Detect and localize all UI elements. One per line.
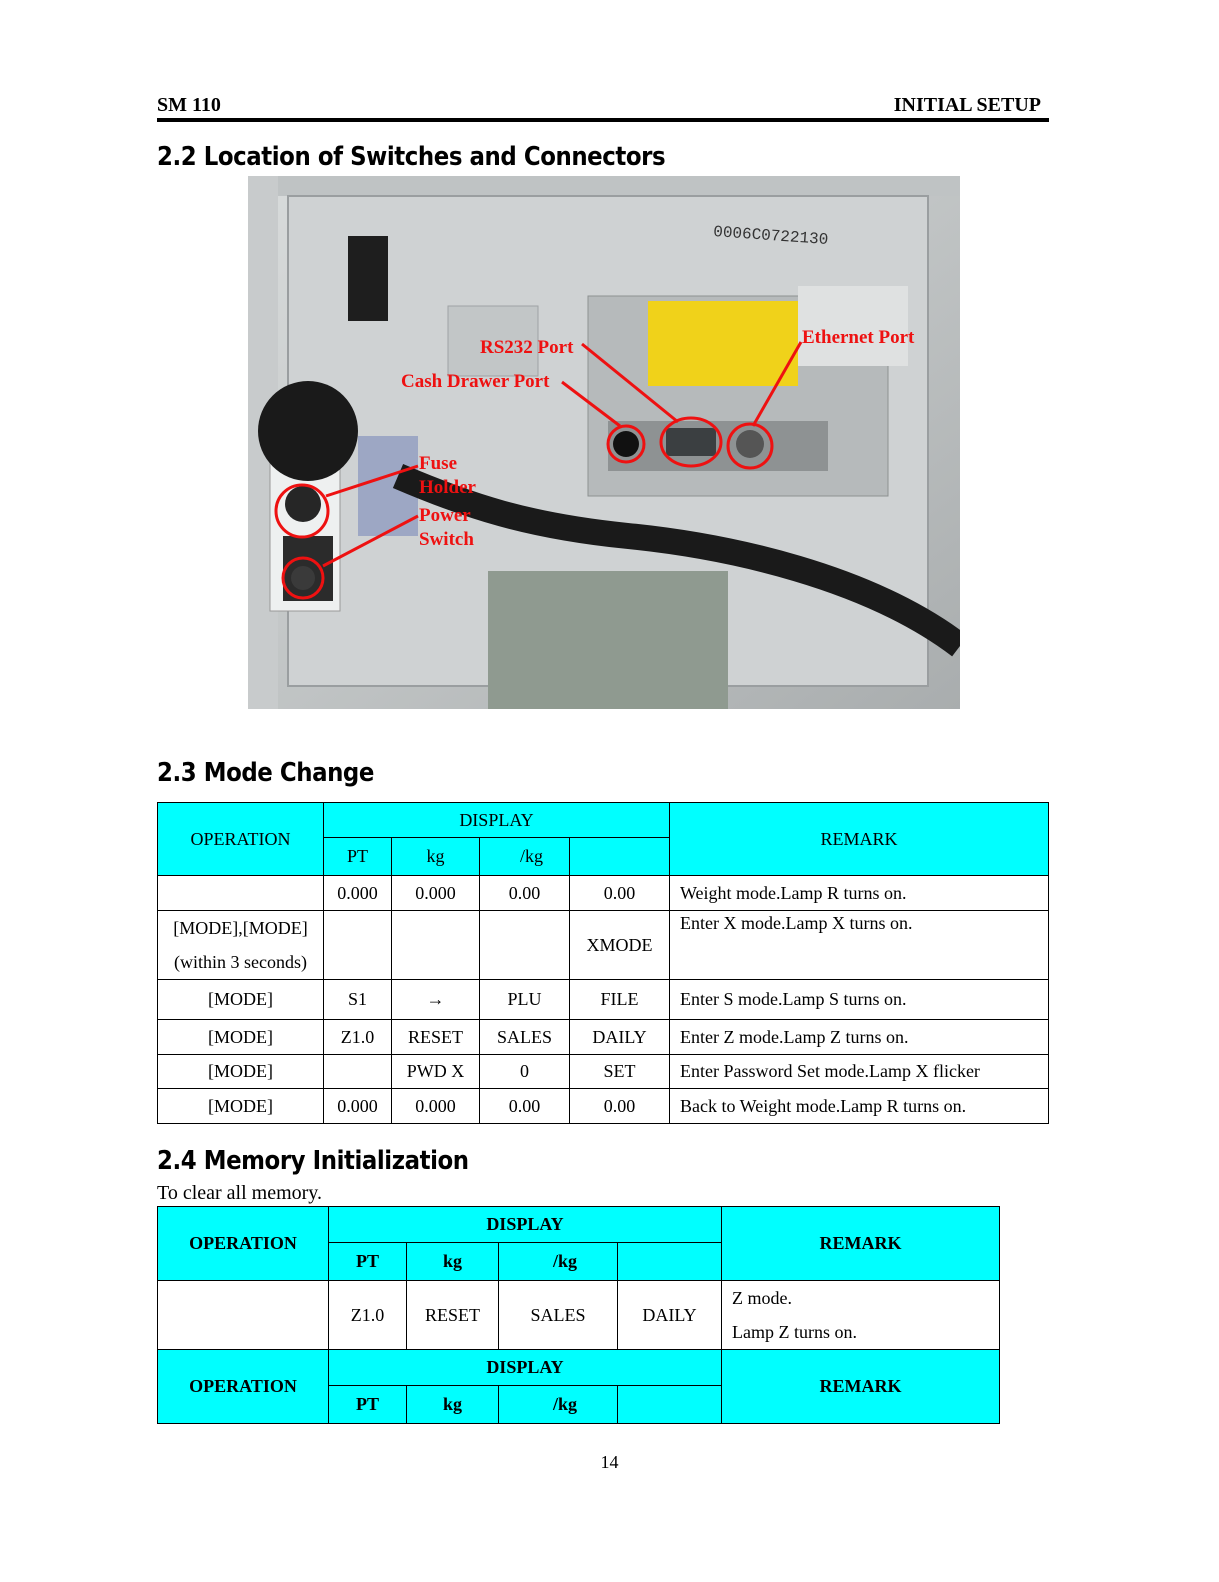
cell-kg: RESET	[392, 1020, 480, 1055]
cell-remark: Enter X mode.Lamp X turns on.	[670, 911, 1049, 980]
header-pt-repeat: PT	[329, 1386, 407, 1424]
header-pt: PT	[329, 1243, 407, 1281]
cell-remark	[722, 1281, 1000, 1350]
cell-pt: S1	[324, 980, 392, 1020]
cell-pt: 0.000	[324, 1089, 392, 1124]
header-operation-repeat: OPERATION	[158, 1350, 329, 1424]
fuse-label-2: Holder	[419, 477, 476, 498]
cell-price: XMODE	[570, 911, 670, 980]
header-right: INITIAL SETUP	[893, 94, 1041, 116]
cell-kg: PWD X	[392, 1055, 480, 1089]
header-operation: OPERATION	[158, 803, 324, 876]
table-row	[158, 1020, 1049, 1055]
header-per-kg:  /kg	[480, 838, 570, 876]
memory-note: To clear all memory.	[157, 1182, 323, 1204]
cell-per-kg: SALES	[480, 1020, 570, 1055]
header-left: SM 110	[157, 94, 221, 116]
cash-drawer-port-label: Cash Drawer Port	[401, 371, 550, 392]
header-per-kg:  /kg	[499, 1243, 618, 1281]
header-per-kg-repeat:  /kg	[499, 1386, 618, 1424]
cell-price: 0.00	[570, 1089, 670, 1124]
fuse-label-1: Fuse	[419, 453, 457, 474]
section-title-2-4: 2.4 Memory Initialization	[157, 1146, 469, 1176]
header-kg-repeat: kg	[407, 1386, 499, 1424]
cell-per-kg: 0.00	[480, 1089, 570, 1124]
serial-number: 0006C0722130	[712, 223, 829, 250]
header-remark-repeat: REMARK	[722, 1350, 1000, 1424]
table-row	[158, 1055, 1049, 1089]
cell-remark: Enter S mode.Lamp S turns on.	[670, 980, 1049, 1020]
cell-pt	[324, 911, 392, 980]
header-kg: kg	[392, 838, 480, 876]
cell-per-kg: SALES	[499, 1281, 618, 1350]
header-display-repeat: DISPLAY	[329, 1350, 722, 1386]
cell-kg: 0.000	[392, 876, 480, 911]
cell-remark: Enter Z mode.Lamp Z turns on.	[670, 1020, 1049, 1055]
cell-pt: 0.000	[324, 876, 392, 911]
header-display: DISPLAY	[329, 1207, 722, 1243]
header-price-repeat:  	[618, 1386, 722, 1424]
cell-per-kg: 0	[480, 1055, 570, 1089]
header-price:  	[618, 1243, 722, 1281]
section-title-2-2: 2.2 Location of Switches and Connectors	[157, 142, 666, 172]
header-remark: REMARK	[722, 1207, 1000, 1281]
cell-pt: Z1.0	[324, 1020, 392, 1055]
connector-photo	[248, 176, 960, 709]
header-pt: PT	[324, 838, 392, 876]
power-label-2: Switch	[419, 529, 474, 550]
cell-price: DAILY	[618, 1281, 722, 1350]
cell-pt: Z1.0	[329, 1281, 407, 1350]
table-row	[158, 1281, 1000, 1350]
ethernet-port-label: Ethernet Port	[802, 327, 915, 348]
cell-remark-line-1: Z mode.	[732, 1288, 792, 1308]
cell-per-kg: PLU	[480, 980, 570, 1020]
cell-per-kg	[480, 911, 570, 980]
cell-per-kg: 0.00	[480, 876, 570, 911]
cell-remark: Enter Password Set mode.Lamp X flicker	[670, 1055, 1049, 1089]
cell-kg: RESET	[407, 1281, 499, 1350]
cell-remark: Back to Weight mode.Lamp R turns on.	[670, 1089, 1049, 1124]
cell-operation	[158, 1281, 329, 1350]
cell-kg: 0.000	[392, 1089, 480, 1124]
page-header	[157, 94, 1049, 122]
cell-remark: Weight mode.Lamp R turns on.	[670, 876, 1049, 911]
cell-pt	[324, 1055, 392, 1089]
table-row	[158, 876, 1049, 911]
cell-kg: →	[392, 980, 480, 1020]
cell-operation: [MODE]	[158, 1089, 324, 1124]
table-row	[158, 980, 1049, 1020]
cell-operation: [MODE]	[158, 1020, 324, 1055]
power-label-1: Power	[419, 505, 471, 526]
cell-price: FILE	[570, 980, 670, 1020]
memory-init-table	[157, 1206, 1000, 1424]
table-row	[158, 1089, 1049, 1124]
cell-operation	[158, 876, 324, 911]
mode-change-table	[157, 802, 1049, 1124]
cell-remark-line-2: Lamp Z turns on.	[732, 1322, 857, 1342]
header-operation: OPERATION	[158, 1207, 329, 1281]
page-number: 14	[600, 1452, 619, 1472]
cell-price: DAILY	[570, 1020, 670, 1055]
cell-operation	[158, 911, 324, 980]
rs232-port-label: RS232 Port	[480, 337, 574, 358]
table-row	[158, 911, 1049, 980]
cell-price: 0.00	[570, 876, 670, 911]
header-price:  	[570, 838, 670, 876]
section-title-2-3: 2.3 Mode Change	[157, 758, 374, 788]
header-display: DISPLAY	[324, 803, 670, 838]
cell-kg	[392, 911, 480, 980]
cell-price: SET	[570, 1055, 670, 1089]
header-remark: REMARK	[670, 803, 1049, 876]
cell-operation-line-2: (within 3 seconds)	[174, 952, 307, 972]
cell-operation: [MODE]	[158, 1055, 324, 1089]
cell-operation-line-1: [MODE],[MODE]	[173, 918, 308, 938]
cell-operation: [MODE]	[158, 980, 324, 1020]
header-kg: kg	[407, 1243, 499, 1281]
